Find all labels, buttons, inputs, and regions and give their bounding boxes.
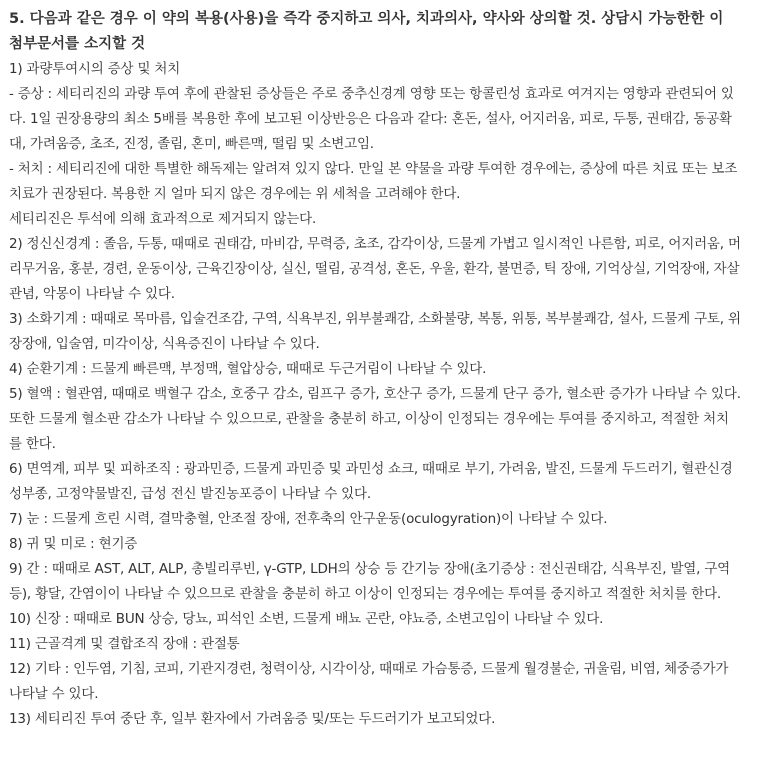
overdose-symptoms: - 증상 : 세티리진의 과량 투여 후에 관찰된 증상들은 주로 중추신경계 영향 또는 항콜린성 효과로 여겨지는 영향과 관련되어 있다. 1일 권장용량의 최소 5배를 복용한 후에 보고된 이상반응은 다음과 같다: 혼돈, 설사, 어지러움, 피로, 두통, 권태감, 동공확대, 가려움증, 초조, 진정, 졸림, 혼미, 빠른맥, 떨림 및 소변고임. — [9, 86, 734, 152]
item-blood: 5) 혈액 : 혈관염, 때때로 백혈구 감소, 호중구 감소, 림프구 증가, 호산구 증가, 드물게 단구 증가, 혈소판 증가가 나타날 수 있다. 또한 드물게 혈소판 감소가 나타날 수 있으므로, 관찰을 충분히 하고, 이상이 인정되는 경우에는 투여를 중지하고, 적절한 처치를 한다. — [9, 386, 741, 452]
item-digestive: 3) 소화기계 : 때때로 목마름, 입술건조감, 구역, 식욕부진, 위부불쾌감, 소화불량, 복통, 위통, 복부불쾌감, 설사, 드물게 구토, 위장장애, 입술염, 미각이상, 식욕증진이 나타날 수 있다. — [9, 311, 741, 352]
overdose-title: 1) 과량투여시의 증상 및 처치 — [9, 61, 181, 77]
item-eye: 7) 눈 : 드물게 흐린 시력, 결막충혈, 안조절 장애, 전후축의 안구운동(oculogyration)이 나타날 수 있다. — [9, 511, 608, 527]
item-neuropsychiatric: 2) 정신신경계 : 졸음, 두통, 때때로 권태감, 마비감, 무력증, 초조, 감각이상, 드물게 가볍고 일시적인 나른함, 피로, 어지러움, 머리무거움, 홍분, 경련, 운동이상, 근육긴장이상, 실신, 떨림, 공격성, 혼돈, 우울, 환각, 불면증, 틱 장애, 기억상실, 기억장애, 자살관념, 악몽이 나타날 수 있다. — [9, 236, 741, 302]
dialysis-note: 세티리진은 투석에 의해 효과적으로 제거되지 않는다. — [9, 211, 317, 227]
item-circulatory: 4) 순환기계 : 드물게 빠른맥, 부정맥, 혈압상승, 때때로 두근거림이 나타날 수 있다. — [9, 361, 487, 377]
item-musculoskeletal: 11) 근골격계 및 결합조직 장애 : 관절통 — [9, 636, 240, 652]
item-liver: 9) 간 : 때때로 AST, ALT, ALP, 총빌리루빈, γ-GTP, LDH의 상승 등 간기능 장애(초기증상 : 전신권태감, 식욕부진, 발열, 구역 등), 황달, 간염이이 나타날 수 있으므로 관찰을 충분히 하고 이상이 인정되는 경우에는 투여를 중지하고 적절한 처치를 한다. — [9, 561, 731, 602]
item-other: 12) 기타 : 인두염, 기침, 코피, 기관지경련, 청력이상, 시각이상, 때때로 가슴통증, 드물게 월경불순, 귀울림, 비염, 체중증가가 나타날 수 있다. — [9, 661, 729, 702]
item-immune-skin: 6) 면역계, 피부 및 피하조직 : 광과민증, 드물게 과민증 및 과민성 쇼크, 때때로 부기, 가려움, 발진, 드물게 두드러기, 혈관신경성부종, 고정약물발진, 급성 전신 발진농포증이 나타날 수 있다. — [9, 461, 733, 502]
item-kidney: 10) 신장 : 때때로 BUN 상승, 당뇨, 피석인 소변, 드물게 배뇨 곤란, 야뇨증, 소변고임이 나타날 수 있다. — [9, 611, 604, 627]
section-heading: 5. 다음과 같은 경우 이 약의 복용(사용)을 즉각 중지하고 의사, 치과의사, 약사와 상의할 것. 상담시 가능한한 이 첨부문서를 소지할 것 — [9, 11, 724, 52]
item-discontinuation: 13) 세티리진 투여 중단 후, 일부 환자에서 가려움증 및/또는 두드러기가 보고되었다. — [9, 711, 496, 727]
overdose-treatment: - 처치 : 세티리진에 대한 특별한 해독제는 알려져 있지 않다. 만일 본 약물을 과량 투여한 경우에는, 증상에 따른 치료 또는 보조 치료가 권장된다. 복용한 지 얼마 되지 않은 경우에는 위 세척을 고려해야 한다. — [9, 161, 738, 202]
item-ear: 8) 귀 및 미로 : 현기증 — [9, 536, 138, 552]
